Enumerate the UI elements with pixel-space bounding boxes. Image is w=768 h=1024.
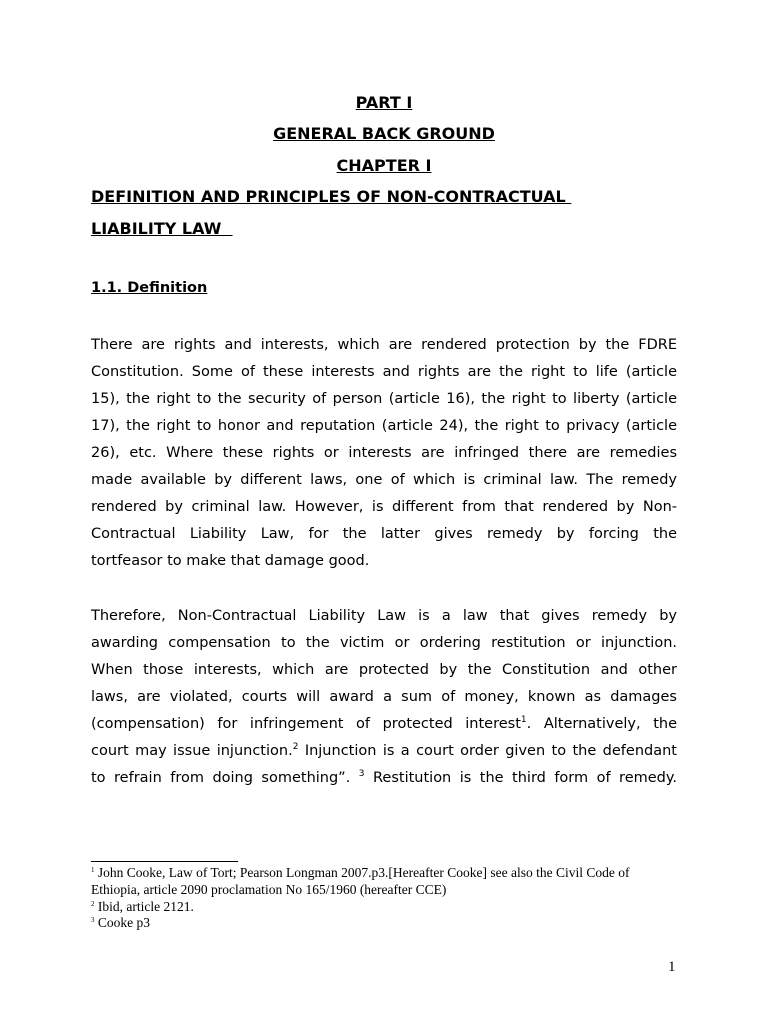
footnote-text: Cooke p3 bbox=[94, 915, 150, 930]
paragraph-line: There are rights and interests, which are rendered protection by the FDRE bbox=[91, 337, 677, 353]
page-number: 1 bbox=[668, 959, 676, 975]
background-heading: GENERAL BACK GROUND bbox=[273, 124, 495, 143]
paragraph-line: made available by different laws, one of which is criminal law. The remedy bbox=[91, 472, 677, 488]
footnote-marker: 2 bbox=[91, 900, 95, 908]
section-heading: 1.1. Definition bbox=[91, 280, 208, 296]
footnote-marker: 1 bbox=[91, 866, 95, 874]
paragraph-line: awarding compensation to the victim or ordering restitution or injunction. bbox=[91, 635, 677, 651]
paragraph-line: tortfeasor to make that damage good. bbox=[91, 553, 370, 569]
paragraph-line: When those interests, which are protected by the Constitution and other bbox=[91, 662, 677, 678]
paragraph-line bbox=[91, 768, 677, 788]
footnote-ref[interactable]: 2 bbox=[292, 742, 299, 752]
footnote-1-continued: Ethiopia, article 2090 proclamation No 165/1960 (hereafter CCE) bbox=[91, 882, 447, 897]
text-run: to refrain from doing something”. bbox=[91, 770, 359, 786]
paragraph-line: Therefore, Non-Contractual Liability Law is a law that gives remedy by bbox=[91, 608, 677, 624]
footnote-ref[interactable]: 1 bbox=[520, 715, 527, 725]
paragraph-line: laws, are violated, courts will award a sum of money, known as damages bbox=[91, 689, 677, 705]
paragraph-line: 26), etc. Where these rights or interests are infringed there are remedies bbox=[91, 445, 677, 461]
text-run: Restitution is the third form of remedy. bbox=[364, 770, 677, 786]
footnote-1 bbox=[91, 865, 691, 881]
text-run: . Alternatively, the bbox=[526, 716, 677, 732]
footnote-2 bbox=[91, 899, 691, 915]
chapter-heading: CHAPTER I bbox=[336, 156, 432, 175]
paragraph-line: rendered by criminal law. However, is different from that rendered by Non- bbox=[91, 499, 677, 515]
footnote-marker: 3 bbox=[91, 916, 95, 924]
paragraph-line bbox=[91, 714, 677, 734]
footnote-text: John Cooke, Law of Tort; Pearson Longman 2007.p3.[Hereafter Cooke] see also the Civil Code of bbox=[94, 865, 630, 880]
paragraph-line: 17), the right to honor and reputation (article 24), the right to privacy (article bbox=[91, 418, 677, 434]
text-run: court may issue injunction. bbox=[91, 743, 293, 759]
text-run: Injunction is a court order given to the defendant bbox=[298, 743, 677, 759]
footnote-3 bbox=[91, 915, 691, 931]
footnote-ref[interactable]: 3 bbox=[358, 769, 365, 779]
footnote-text: Ibid, article 2121. bbox=[94, 899, 194, 914]
paragraph-line bbox=[91, 741, 677, 761]
paragraph-line: Constitution. Some of these interests and rights are the right to life (article bbox=[91, 364, 677, 380]
chapter-title-line-2: LIABILITY LAW bbox=[91, 219, 233, 238]
paragraph-line: 15), the right to the security of person (article 16), the right to liberty (article bbox=[91, 391, 677, 407]
paragraph-line: Contractual Liability Law, for the latter gives remedy by forcing the bbox=[91, 526, 677, 542]
part-heading: PART I bbox=[355, 93, 413, 112]
footnote-separator bbox=[91, 861, 238, 862]
text-run: (compensation) for infringement of protected interest bbox=[91, 716, 521, 732]
chapter-title-line-1: DEFINITION AND PRINCIPLES OF NON-CONTRACTUAL bbox=[91, 187, 572, 206]
